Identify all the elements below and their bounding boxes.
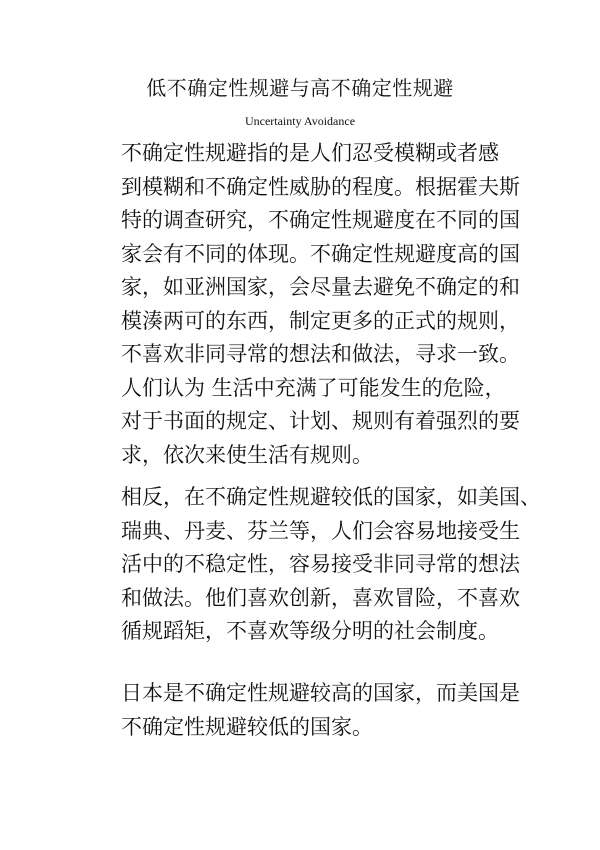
text-line: 求，依次来使生活有规则。 [121, 442, 373, 467]
text-line: 模湊两可的东西，制定更多的正式的规则， [121, 308, 520, 333]
text-line: 家会有不同的体现。不确定性规避度高的国 [121, 241, 520, 266]
text-line: 到模糊和不确定性威胁的程度。根据霍夫斯 [121, 174, 520, 199]
document-title: 低不确定性规避与高不确定性规避 [146, 76, 454, 100]
paragraph-2 [121, 481, 541, 649]
text-line: 不确定性规避较低的国家。 [121, 714, 373, 739]
document-subtitle: Uncertainty Avoidance [244, 114, 356, 128]
text-line: 和做法。他们喜欢创新，喜欢冒险，不喜欢 [121, 585, 520, 610]
text-line: 特的调查研究，不确定性规避度在不同的国 [121, 208, 520, 232]
text-line: 相反，在不确定性规避较低的国家，如美国、 [121, 485, 541, 509]
text-line: 活中的不稳定性，容易接受非同寻常的想法 [121, 552, 520, 576]
text-line: 不喜欢非同寻常的想法和做法，寻求一致。 [121, 342, 520, 366]
text-line: 日本是不确定性规避较高的国家，而美国是 [121, 681, 520, 705]
text-line: 家，如亚洲国家，会尽量去避免不确定的和 [121, 275, 520, 299]
paragraph-3 [121, 677, 521, 744]
text-line: 对于书面的规定、计划、规则有着强烈的要 [121, 409, 520, 433]
text-line: 人们认为 生活中充满了可能发生的危险， [121, 375, 506, 400]
text-line: 瑞典、丹麦、芬兰等，人们会容易地接受生 [121, 518, 520, 543]
text-line: 循规蹈矩，不喜欢等级分明的社会制度。 [121, 619, 499, 643]
paragraph-1 [121, 137, 521, 472]
text-line: 不确定性规避指的是人们忍受模糊或者感 [121, 141, 499, 165]
